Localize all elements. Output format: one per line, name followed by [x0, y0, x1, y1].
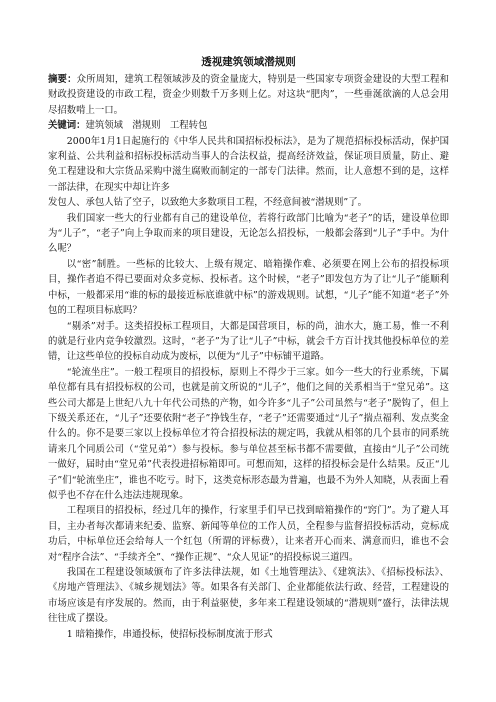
paragraph: 我们国家一些大的行业都有自己的建设单位，若将行政部门比喻为“老子”的话，建设单位即为“儿子”，“老子”向上争取而来的项目建设，无论怎么招投标，一般都会落到“儿子”手中。为什么呢？ [48, 212, 449, 255]
abstract-text: 众所周知，建筑工程领域涉及的资金量庞大，特别是一些国家专项资金建设的大型工程和财政投资建设的市政工程，资金少则数千万多则上亿。对这块“肥肉”，一些垂涎欲滴的人总会用尽招数啃上一口。 [48, 74, 449, 116]
document-title: 透视建筑领域潜规则 [201, 56, 296, 68]
abstract-label: 摘要： [48, 74, 77, 85]
paragraph: “轮流坐庄”。一般工程项目的招投标，原则上不得少于三家。如今一些大的行业系统，下属单位都有具有招投标权的公司，也就是前文所说的“儿子”，他们之间的关系相当于“堂兄弟”。这些公司大都是上世纪八九十年代公司热的产物，如今许多“儿子”公司虽然与“老子”脱钩了，但上下级关系还在，“儿子”还要依附“老子”挣钱生存，“老子”还需要通过“儿子”揣点福利、发点奖金什么的。你不是要三家以上投标单位才符合招投标法的规定吗，我就从相邻的几个县市的同系统请来几个同质公司（“堂兄弟”）参与投标。参与单位甚至标书都不需要做，直接由“儿子”公司统一做好，届时由“堂兄弟”代表投进招标箱即可。可想而知，这样的招投标会是什么结果。反正“儿子”们“轮流坐庄”，谁也不吃亏。时下，这类竞标形态最为普遍，也最不为外人知晓，从表面上看似乎也不存在什么违法违规现象。 [48, 366, 449, 501]
paragraph: 我国在工程建设领域颁布了许多法律法规，如《土地管理法》、《建筑法》、《招标投标法》、《房地产管理法》、《城乡规划法》等。如果各有关部门、企业都能依法行政、经营，工程建设的市场应该是有序发展的。然而，由于利益驱使，多年来工程建设领域的“潜规则”盛行，法律法规往往成了摆设。 [48, 567, 449, 625]
abstract [48, 72, 449, 118]
keywords-label: 关键词： [48, 120, 86, 132]
keywords [48, 118, 449, 133]
paragraph: 2000年1月1日起施行的《中华人民共和国招标投标法》，是为了规范招标投标活动，保护国家利益、公共利益和招标投标活动当事人的合法权益，提高经济效益，保证项目质量，防止、避免工程建设和大宗货品采购中滋生腐败而制定的一部专门法律。然而，让人意想不到的是，这样一部法律，在现实中却让许多 [48, 135, 449, 193]
section-heading: 1 暗箱操作，串通投标，使招标投标制度流于形式 [66, 628, 273, 640]
keywords-text: 建筑领域 潜规则 工程转包 [85, 120, 208, 132]
paragraph: 以“密”制胜。一些标的比较大、上级有规定、暗箱操作难、必须要在网上公布的招投标项目，操作者追不得已要面对众多竞标、投标者。这个时候，“老子”即发包方为了让“儿子”能顺利中标，一般都采用“谁的标的最接近标底谁就中标”的游戏规则。试想，“儿子”能不知道“老子”外包的工程项目标底吗？ [48, 258, 449, 317]
paragraph: “剔杀”对手。这类招投标工程项目，大都是国营项目，标的尚，油水大，施工易，惟一不利的就是行业内竞争较激烈。这时，“老子”为了让“儿子”中标，就会千方百计找其他投标单位的差错，让这些单位的投标自动成为废标，以便为“儿子”中标铺平道路。 [48, 320, 449, 363]
paragraph: 发包人、承包人钻了空子，以致绝大多数项目工程，不经意间被“潜规则”了。 [48, 197, 367, 209]
paragraph: 工程项目的招投标，经过几年的操作，行家里手们早已找到暗箱操作的“窍门”。为了避人耳目，主办者每次都请来纪委、监察、新闻等单位的工作人员，全程参与监督招投标活动，竞标成功后，中标单位还会给每人一个红包（所谓的评标费），让来者开心而来、满意而归，谁也不会对“程序合法”、“手续齐全”、“操作正规”、“众人见证”的招投标说三道四。 [48, 505, 449, 563]
